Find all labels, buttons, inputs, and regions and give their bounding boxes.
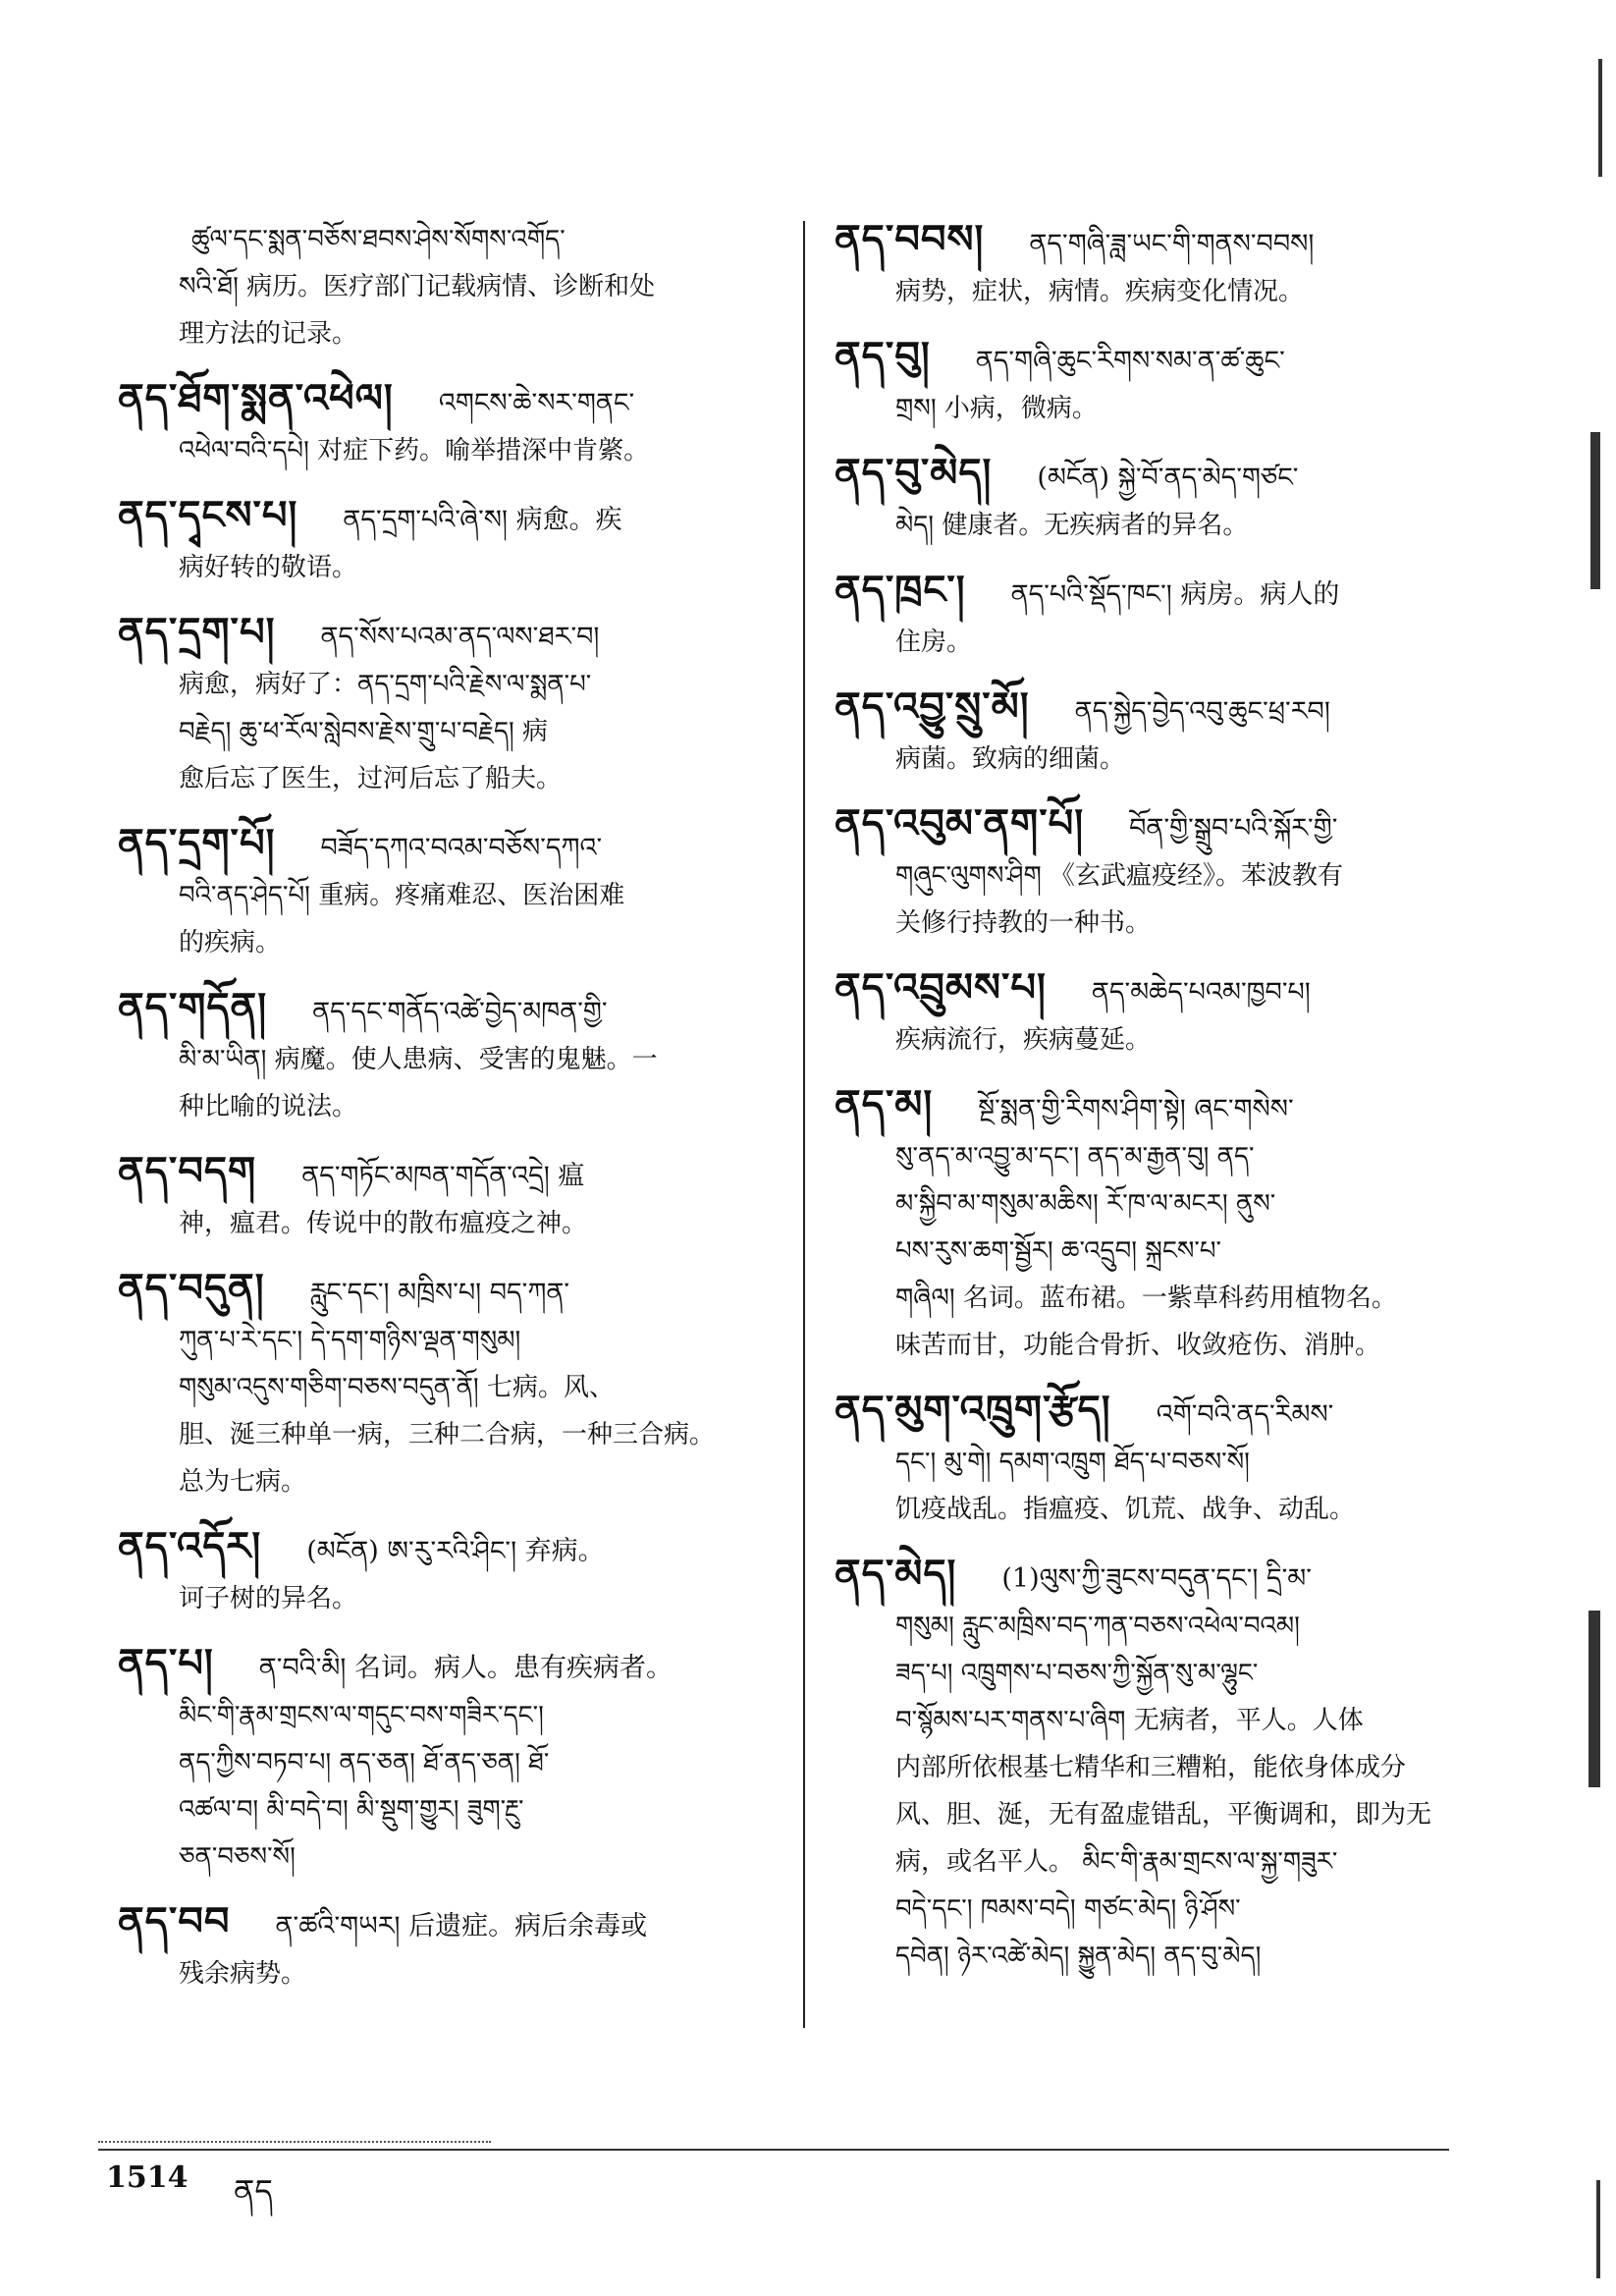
entry-first-line <box>835 216 1473 268</box>
dictionary-entry <box>118 609 771 802</box>
dictionary-entry <box>118 1148 771 1247</box>
scan-edge-mark <box>1589 1611 1600 1787</box>
scan-edge-mark <box>1590 432 1600 589</box>
headword: ནད་བུ། <box>835 333 931 379</box>
definition-line: གྲས། 小病，微病。 <box>895 394 1098 423</box>
definition-line: 的疾病。 <box>179 928 282 957</box>
headword: ནད་འདོར། <box>118 1523 262 1569</box>
scan-edge-mark <box>1598 59 1602 177</box>
definition-line: 残余病势。 <box>179 1959 307 1989</box>
definition-line: མི་མ་ཡིན། 病魔。使人患病、受害的鬼魅。一 <box>179 1045 658 1074</box>
definition-line: བོན་གྱི་སྒྲུབ་པའི་སྐོར་གྱི་ <box>1129 813 1338 844</box>
definition-line: 总为七病。 <box>179 1467 307 1497</box>
headword: ནད་མ། <box>835 1081 934 1127</box>
running-head: ནད <box>234 2172 273 2210</box>
definition-line: 胆、涎三种单一病，三种二合病，一种三合病。 <box>179 1420 716 1449</box>
definition-line: 神，瘟君。传说中的散布瘟疫之神。 <box>179 1209 588 1238</box>
definition-line: སུ་ནད་མ་འབྱུ་མ་དང་། ནད་མ་རྒྱན་བུ། ནད་ <box>895 1142 1255 1172</box>
entry-first-line <box>118 1898 771 1950</box>
dictionary-entry <box>835 216 1473 315</box>
dictionary-entry <box>835 683 1473 783</box>
definition-line: 愈后忘了医生，过河后忘了船夫。 <box>179 764 563 793</box>
dictionary-entry <box>118 1523 771 1622</box>
dictionary-entry <box>118 216 771 357</box>
entry-first-line <box>118 1265 771 1317</box>
definition-line: 住房。 <box>895 628 973 657</box>
definition-line: 饥疫战乱。指瘟疫、饥荒、战争、动乱。 <box>895 1495 1356 1524</box>
definition-line: ནད་གཏོང་མཁན་གདོན་འདྲེ། 瘟 <box>301 1161 585 1191</box>
headword: ནད་བུ་མེད། <box>835 450 993 496</box>
definition-line: ཚུལ་དང་སྨན་བཅོས་ཐབས་ཤེས་སོགས་འགོད་ <box>191 225 566 254</box>
footer-dotted-rule <box>98 2141 491 2143</box>
definition-line: ནད་མཆེད་པའམ་ཁྱབ་པ། <box>1091 977 1311 1008</box>
definition-line: 病好转的敬语。 <box>179 553 358 582</box>
left-column <box>118 216 771 2015</box>
headword: ནད་མུག་འཁྲུག་རྩོད། <box>835 1387 1111 1433</box>
entry-first-line <box>118 1148 771 1200</box>
definition-line: 内部所依根基七精华和三糟粕，能依身体成分 <box>895 1753 1407 1782</box>
dictionary-entry <box>118 375 771 474</box>
dictionary-entry <box>118 820 771 966</box>
definition-line: འཕེལ་བའི་དཔེ། 对症下药。喻举措深中肯綮。 <box>179 436 650 465</box>
headword: ནད་ཁྲང་། <box>835 567 966 613</box>
dictionary-entry <box>835 333 1473 432</box>
headword: ནད་དྲག་པོ། <box>118 820 276 866</box>
dictionary-entry <box>118 492 771 591</box>
definition-line: 病势，症状，病情。疾病变化情况。 <box>895 277 1305 306</box>
definition-line: འཚལ་བ། མི་བདེ་བ། མི་སྡུག་གྱུར། ཟུག་རྔུ་ <box>179 1795 524 1825</box>
entry-first-line <box>835 333 1473 385</box>
headword: ནད་འབྱུ་སྲུ་མོ། <box>835 683 1030 730</box>
definition-line: 病，或名平人。 མིང་གི་རྣམ་གྲངས་ལ་སྐྱ་གཟུར་ <box>895 1847 1338 1877</box>
definition-line: ནད་ཀྱིས་བཏབ་པ། ནད་ཅན། ཐོ་ནད་ཅན། ཐོ་ <box>179 1748 550 1777</box>
definition-line: སྔོ་སྨན་གྱི་རིགས་ཤིག་སྟེ། ཞང་གསེས་ <box>978 1094 1294 1124</box>
entry-first-line <box>118 1523 771 1575</box>
definition-line: དབེན། ཉེར་འཚེ་མེད། སྐྱུན་མེད། ནད་བུ་མེད། <box>895 1941 1262 1971</box>
definition-line: གཞིལ། 名词。蓝布裙。一紫草科药用植物名。 <box>895 1284 1397 1313</box>
entry-first-line <box>118 375 771 427</box>
dictionary-entry <box>835 450 1473 549</box>
definition-line: ནད་གཞི་ཟླ་ཡང་གི་གནས་བབས། <box>1029 229 1315 259</box>
dictionary-entry <box>835 800 1473 947</box>
right-column <box>835 216 1473 1997</box>
headword: ནད་འབྲུམས་པ། <box>835 964 1047 1011</box>
dictionary-entry <box>835 964 1473 1064</box>
definition-line: བརྗེད། ཆུ་ཕ་རོལ་སླེབས་རྗེས་གྲུ་པ་བརྗེད། 病 <box>179 717 549 746</box>
scan-edge-mark <box>1596 2180 1600 2278</box>
entry-first-line <box>118 820 771 872</box>
definition-line: གཞུང་ལུགས་ཤིག 《玄武瘟疫经》。苯波教有 <box>895 861 1344 891</box>
definition-line: བདེ་དང་། ཁམས་བདེ། གཙང་མེད། ཉི་ཤོས་ <box>895 1894 1241 1924</box>
definition-line: འགོ་བའི་ནད་རིམས་ <box>1156 1399 1334 1430</box>
definition-line: རླུང་དང་། མཁྲིས་པ། བད་ཀན་ <box>309 1278 570 1308</box>
entry-first-line <box>118 609 771 661</box>
definition-line: ཟད་པ། འཁྲུགས་པ་བཅས་ཀྱི་སྐྱོན་སུ་མ་ལྷུང་ <box>895 1659 1259 1688</box>
entry-first-line <box>835 1551 1473 1603</box>
entry-first-line <box>835 567 1473 619</box>
definition-line: མ་སྐྱིབ་མ་གསུམ་མཆིས། རོ་ཁ་ལ་མངར། ནུས་ <box>895 1189 1276 1219</box>
headword: ནད་བབས། <box>835 216 985 262</box>
definition-line: 种比喻的说法。 <box>179 1092 358 1121</box>
footer-rule <box>98 2149 1449 2151</box>
entry-first-line <box>835 800 1473 852</box>
definition-line: 病愈，病好了：ནད་དྲག་པའི་རྗེས་ལ་སྨན་པ་ <box>179 670 592 699</box>
definition-line: ཅན་བཅས་སོ། <box>179 1842 296 1872</box>
definition-line: ནད་དྲག་པའི་ཞེ་ས། 病愈。疾 <box>343 505 622 535</box>
headword: ནད་དྲག་པ། <box>118 609 276 655</box>
definition-line: འགངས་ཆེ་སར་གནང་ <box>438 388 635 418</box>
definition-line: པས་རུས་ཆག་སྦྱོར། ཆ་འདྲུབ། སྐྲངས་པ་ <box>895 1236 1221 1266</box>
definition-line: 诃子树的异名。 <box>179 1584 358 1613</box>
definition-line: མེད། 健康者。无疾病者的异名。 <box>895 511 1249 540</box>
definition-line: མིང་གི་རྣམ་གྲངས་ལ་གདུང་བས་གཟིར་དང་། <box>179 1701 544 1730</box>
entry-first-line <box>118 1640 771 1692</box>
dictionary-entry <box>118 1265 771 1505</box>
entry-first-line <box>835 683 1473 736</box>
definition-line: བའི་ནད་ཤེད་པོ། 重病。疼痛难忍、医治困难 <box>179 881 625 910</box>
definition-line: 味苦而甘，功能合骨折、收敛疮伤、消肿。 <box>895 1331 1381 1360</box>
definition-line: དང་། མུ་གེ། དམག་འཁྲུག ཐོད་པ་བཅས་སོ། <box>895 1448 1250 1477</box>
page-number: 1514 <box>106 2160 189 2195</box>
definition-line: བཟོད་དཀའ་བའམ་བཅོས་དཀའ་ <box>320 833 603 863</box>
headword: ནད་དྭངས་པ། <box>118 492 298 538</box>
dictionary-entry <box>835 1551 1473 1980</box>
dictionary-entry <box>835 1387 1473 1533</box>
definition-line: སའི་ཐོ། 病历。医疗部门记载病情、诊断和处 <box>179 272 656 301</box>
headword: ནད་གདོན། <box>118 984 268 1030</box>
definition-line: ནད་གཞི་ཆུང་རིགས་སམ་ན་ཚ་ཆུང་ <box>975 346 1285 376</box>
definition-line: (མངོན) ཨ་རུ་རའི་ཤིང་། 弃病。 <box>306 1536 605 1566</box>
entry-first-line <box>835 450 1473 502</box>
headword: ནད་མེད། <box>835 1551 957 1597</box>
dictionary-entry <box>835 1081 1473 1369</box>
headword: ནད་པ། <box>118 1640 214 1686</box>
entry-first-line <box>835 1387 1473 1439</box>
definition-line: གསུམ་འདུས་གཅིག་བཅས་བདུན་ནོ། 七病。风、 <box>179 1373 615 1402</box>
headword: ནད་བདག <box>118 1148 257 1194</box>
definition-line: (མངོན) སྐྱེ་བོ་ནད་མེད་གཙང་ <box>1037 463 1299 493</box>
dictionary-entry <box>118 1898 771 1997</box>
definition-line: ནད་སོས་པའམ་ནད་ལས་ཐར་བ། <box>320 622 600 652</box>
entry-first-line <box>835 1081 1473 1133</box>
definition-line: ནད་དང་གནོད་འཚེ་བྱེད་མཁན་གྱི་ <box>312 997 608 1027</box>
definition-line: (1)ལུས་ཀྱི་ཟུངས་བདུན་དང་། དྲི་མ་ <box>1001 1563 1312 1594</box>
dictionary-entry <box>835 567 1473 666</box>
headword: ནད་ཐོག་སྨན་འཕེལ། <box>118 375 394 421</box>
dictionary-entry <box>118 984 771 1130</box>
definition-line: གསུམ། རླུང་མཁྲིས་བད་ཀན་བཅས་འཕེལ་བའམ། <box>895 1612 1300 1641</box>
definition-line: 关修行持教的一种书。 <box>895 908 1152 938</box>
definition-line: ན་བའི་མི། 名词。病人。患有疾病者。 <box>258 1653 673 1683</box>
definition-line: ནད་སྐྱེད་བྱེད་འབུ་ཆུང་ཕྲ་རབ། <box>1074 696 1330 727</box>
definition-line: ཀུན་པ་རེ་དང་། དེ་དག་གཉིས་ལྡན་གསུམ། <box>179 1326 521 1355</box>
definition-line: ན་ཚའི་གཡར། 后遗症。病后余毒或 <box>275 1911 648 1941</box>
definition-line: ནད་པའི་སྡོད་ཁང་། 病房。病人的 <box>1010 579 1340 610</box>
headword: ནད་བབ <box>118 1898 231 1944</box>
dictionary-entry <box>118 1640 771 1881</box>
definition-line: 疾病流行，疾病蔓延。 <box>895 1025 1152 1055</box>
headword: ནད་བདུན། <box>118 1265 265 1311</box>
column-divider <box>803 221 805 2028</box>
entry-first-line <box>835 964 1473 1016</box>
definition-line: 理方法的记录。 <box>179 319 358 349</box>
entry-first-line <box>118 492 771 544</box>
definition-line: བ་སྙོམས་པར་གནས་པ་ཞིག 无病者，平人。人体 <box>895 1706 1364 1735</box>
headword: ནད་འབུམ་ནག་པོ། <box>835 800 1085 847</box>
definition-line: 风、胆、涎，无有盈虚错乱，平衡调和，即为无 <box>895 1800 1432 1830</box>
definition-line: 病菌。致病的细菌。 <box>895 744 1126 774</box>
entry-first-line <box>118 984 771 1036</box>
